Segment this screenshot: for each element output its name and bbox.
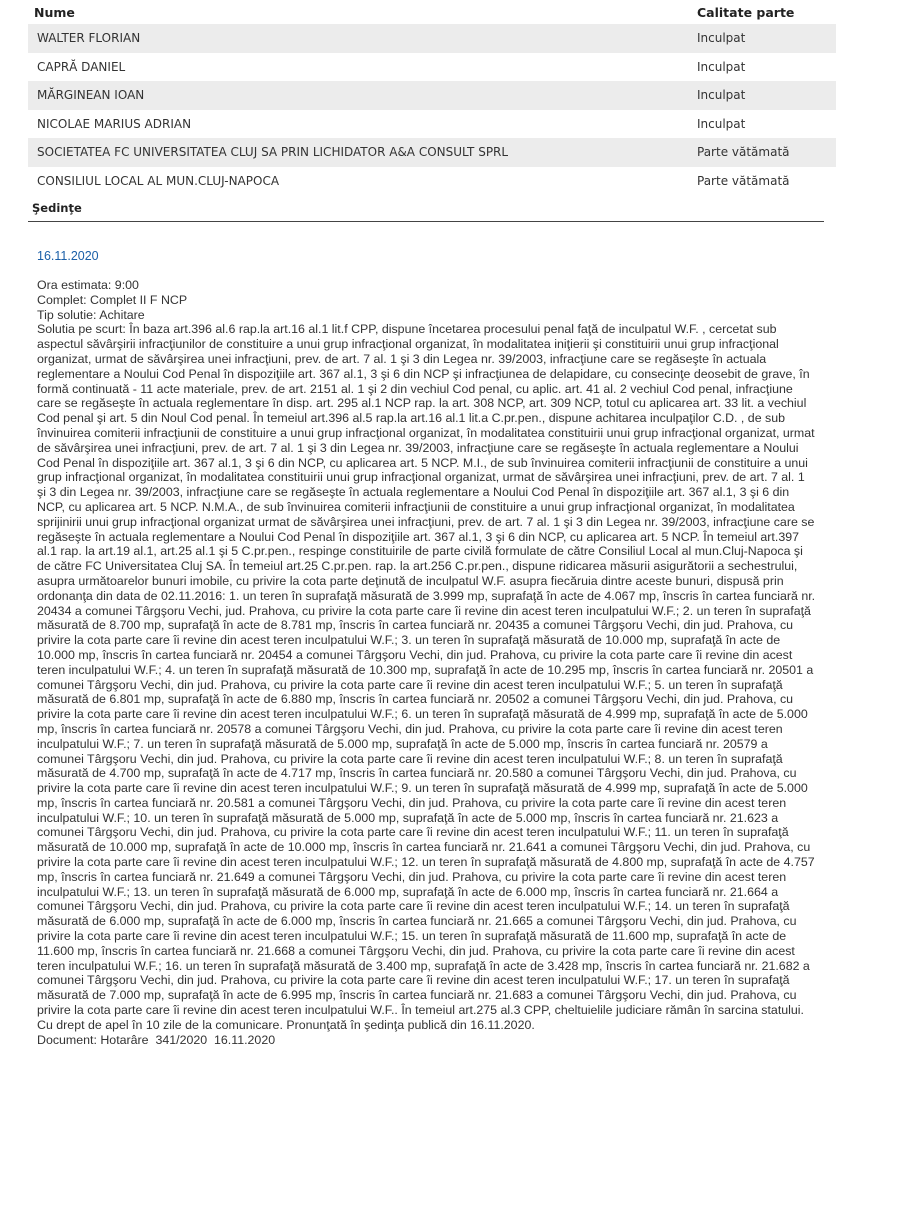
parties-table [28, 0, 836, 195]
party-role: Inculpat [691, 53, 836, 82]
party-name: WALTER FLORIAN [28, 24, 691, 53]
table-row [28, 138, 836, 167]
party-role: Inculpat [691, 110, 836, 139]
party-name: CAPRĂ DANIEL [28, 53, 691, 82]
party-role: Parte vătămată [691, 167, 836, 196]
column-header-name: Nume [34, 4, 75, 20]
party-name: MĂRGINEAN IOAN [28, 81, 691, 110]
column-header-role: Calitate parte [697, 4, 795, 20]
table-row [28, 167, 836, 196]
hearing-entry [28, 249, 824, 1047]
table-row [28, 81, 836, 110]
party-role: Inculpat [691, 24, 836, 53]
case-details-page [28, 0, 824, 1047]
solution-summary: Solutia pe scurt: În baza art.396 al.6 rap.la art.16 al.1 lit.f CPP, dispune încetarea procesului penal faţă de inculpatul W.F. , cercetat sub aspectul săvârşirii infracţiunilor de constituire a unui grup infracţional organizat, în modalitatea iniţierii şi constituirii unui grup infracţional organizat, urmat de săvârşirea unei infracţiuni, prev. de art. 7 al. 1 şi 3 din Legea nr. 39/2003, infracţiune care se regăseşte în actuala reglementare a Noului Cod Penal în dispoziţiile art. 367 al.1, 3 şi 6 din NCP şi infracţiunea de delapidare, cu consecinţe deosebit de grave, în formă continuată - 11 acte materiale, prev. de art. 2151 al. 1 şi 2 din vechiul Cod penal, cu aplic. art. 41 al. 2 vechiul Cod penal, infracţiune care se regăseşte în actuala reglementare în disp. art. 295 al.1 NCP rap. la art. 308 NCP, art. 309 NCP, totul cu aplicarea art. 33 lit. a vechiul Cod penal şi art. 5 din Noul Cod penal. În temeiul art.396 al.5 rap.la art.16 al.1 lit.a C.pr.pen., dispune achitarea inculpaţilor C.D. , de sub învinuirea comiterii infracţiunii de constituire a unui grup infracţional organizat, în modalitatea constituirii unui grup infracţional organizat, urmat de săvârşirea unei infracţiuni, prev. de art. 7 al. 1 şi 3 din Legea nr. 39/2003, infracţiune care se regăseşte în actuala reglementare a Noului Cod Penal în dispoziţiile art. 367 al.1, 3 şi 6 din NCP, cu aplicarea art. 5 NCP. M.I., de sub învinuirea comiterii infracţiunii de constituire a unui grup infracţional organizat, în modalitatea constituirii unui grup infracţional organizat, urmat de săvârşirea unei infracţiuni, prev. de art. 7 al. 1 şi 3 din Legea nr. 39/2003, infracţiune care se regăseşte în actuala reglementare a Noului Cod Penal în dispoziţiile art. 367 al.1, 3 şi 6 din NCP, cu aplicarea art. 5 NCP. N.M.A., de sub învinuirea comiterii infracţiunii de constituire a unui grup infracţional organizat, în modalitatea sprijinirii unui grup infracţional organizat urmat de săvârşirea unei infracţiuni, prev. de art. 7 al. 1 şi 3 din Legea nr. 39/2003, infracţiune care se regăseşte în actuala reglementare a Noului Cod Penal în dispoziţiile art. 367 al.1, 3 şi 6 din NCP, cu aplicarea art. 5 NCP. În temeiul art.397 al.1 rap. la art.19 al.1, art.25 al.1 şi 5 C.pr.pen., respinge constituirile de parte civilă formulate de către Consiliul Local al mun.Cluj-Napoca şi de către FC Universitatea Cluj SA. În temeiul art.25 C.pr.pen. rap. la art.256 C.pr.pen., dispune ridicarea măsurii asigurătorii a sechestrului, asupra următoarelor bunuri imobile, cu privire la cota parte deţinută de inculpatul W.F. asupra fiecăruia dintre aceste bunuri, dispusă prin ordonanţa din data de 02.11.2016: 1. un teren în suprafaţă măsurată de 3.999 mp, suprafaţă în acte de 4.067 mp, înscris în cartea funciară nr. 20434 a comunei Târgşoru Vechi, jud. Prahova, cu privire la cota parte care îi revine din acest teren inculpatului W.F.; 2. un teren în suprafaţă măsurată de 8.700 mp, suprafaţă în acte de 8.781 mp, înscris în cartea funciară nr. 20435 a comunei Târgşoru Vechi, din jud. Prahova, cu privire la cota parte care îi revine din acest teren inculpatului W.F.; 3. un teren în suprafaţă măsurată de 10.000 mp, suprafaţă în acte de 10.000 mp, înscris în cartea funciară nr. 20454 a comunei Târgşoru Vechi, din jud. Prahova, cu privire la cota parte care îi revine din acest teren inculpatului W.F.; 4. un teren în suprafaţă măsurată de 10.300 mp, suprafaţă în acte de 10.295 mp, înscris în cartea funciară nr. 20501 a comunei Târgşoru Vechi, din jud. Prahova, cu privire la cota parte care îi revine din acest teren inculpatului W.F.; 5. un teren în suprafaţă măsurată de 6.801 mp, suprafaţă în acte de 6.880 mp, înscris în cartea funciară nr. 20502 a comunei Târgşoru Vechi, din jud. Prahova, cu privire la cota parte care îi revine din acest teren inculpatului W.F.; 6. un teren în suprafaţă măsurată de 4.999 mp, suprafaţă în acte de 5.000 mp, înscris în cartea funciară nr. 20578 a comunei Târgşoru Vechi, din jud. Prahova, cu privire la cota parte care îi revine din acest teren inculpatului W.F.; 7. un teren în suprafaţă măsurată de 5.000 mp, suprafaţă în acte de 5.000 mp, înscris în cartea funciară nr. 20579 a comunei Târgşoru Vechi, din jud. Prahova, cu privire la cota parte care îi revine din acest teren inculpatului W.F.; 8. un teren în suprafaţă măsurată de 4.700 mp, suprafaţă în acte de 4.717 mp, înscris în cartea funciară nr. 20.580 a comunei Târgşoru Vechi, din jud. Prahova, cu privire la cota parte care îi revine din acest teren inculpatului W.F.; 9. un teren în suprafaţă măsurată de 4.999 mp, suprafaţă în acte de 5.000 mp, înscris în cartea funciară nr. 20.581 a comunei Târgşoru Vechi, din jud. Prahova, cu privire la cota parte care îi revine din acest teren inculpatului W.F.; 10. un teren în suprafaţă măsurată de 5.000 mp, suprafaţă în acte de 5.000 mp, înscris în cartea funciară nr. 21.623 a comunei Târgşoru Vechi, din jud. Prahova, cu privire la cota parte care îi revine din acest teren inculpatului W.F.; 11. un teren în suprafaţă măsurată de 10.000 mp, suprafaţă în acte de 10.000 mp, înscris în cartea funciară nr. 21.641 a comunei Târgşoru Vechi, din jud. Prahova, cu privire la cota parte care îi revine din acest teren inculpatului W.F.; 12. un teren în suprafaţă măsurată de 4.800 mp, suprafaţă în acte de 4.757 mp, înscris în cartea funciară nr. 21.649 a comunei Târgşoru Vechi, din jud. Prahova, cu privire la cota parte care îi revine din acest teren inculpatului W.F.; 13. un teren în suprafaţă măsurată de 6.000 mp, suprafaţă în acte de 6.000 mp, înscris în cartea funciară nr. 21.664 a comunei Târgşoru Vechi, din jud. Prahova, cu privire la cota parte care îi revine din acest teren inculpatului W.F.; 14. un teren în suprafaţă măsurată de 6.000 mp, suprafaţă în acte de 6.000 mp, înscris în cartea funciară nr. 21.665 a comunei Târgşoru Vechi, din jud. Prahova, cu privire la cota parte care îi revine din acest teren inculpatului W.F.; 15. un teren în suprafaţă măsurată de 11.600 mp, suprafaţă în acte de 11.600 mp, înscris în cartea funciară nr. 21.668 a comunei Târgşoru Vechi, din jud. Prahova, cu privire la cota parte care îi revine din acest teren inculpatului W.F.; 16. un teren în suprafaţă măsurată de 3.400 mp, suprafaţă în acte de 3.428 mp, înscris în cartea funciară nr. 21.682 a comunei Târgşoru Vechi, din jud. Prahova, cu privire la cota parte care îi revine din acest teren inculpatului W.F.; 17. un teren în suprafaţă măsurată de 7.000 mp, suprafaţă în acte de 6.995 mp, înscris în cartea funciară nr. 21.683 a comunei Târgşoru Vechi, din jud. Prahova, cu privire la cota parte care îi revine din acest teren inculpatului W.F.. În temeiul art.275 al.3 CPP, cheltuielile judiciare rămân în sarcina statului. Cu drept de apel în 10 zile de la comunicare. Pronunţată în şedinţa publică din 16.11.2020. [37, 322, 816, 1032]
parties-header-row [28, 0, 836, 24]
hearing-date: 16.11.2020 [37, 249, 99, 263]
estimated-time: Ora estimata: 9:00 [37, 278, 139, 292]
document-reference: Document: Hotarâre 341/2020 16.11.2020 [37, 1032, 276, 1047]
party-role: Inculpat [691, 81, 836, 110]
party-name: CONSILIUL LOCAL AL MUN.CLUJ-NAPOCA [28, 167, 691, 196]
sessions-section-title: Şedinţe [28, 201, 824, 222]
table-row [28, 110, 836, 139]
panel: Complet: Complet II F NCP [37, 292, 188, 307]
solution-type: Tip solutie: Achitare [37, 307, 145, 322]
party-role: Parte vătămată [691, 138, 836, 167]
party-name: NICOLAE MARIUS ADRIAN [28, 110, 691, 139]
table-row [28, 24, 836, 53]
party-name: SOCIETATEA FC UNIVERSITATEA CLUJ SA PRIN LICHIDATOR A&A CONSULT SPRL [28, 138, 691, 167]
table-row [28, 53, 836, 82]
